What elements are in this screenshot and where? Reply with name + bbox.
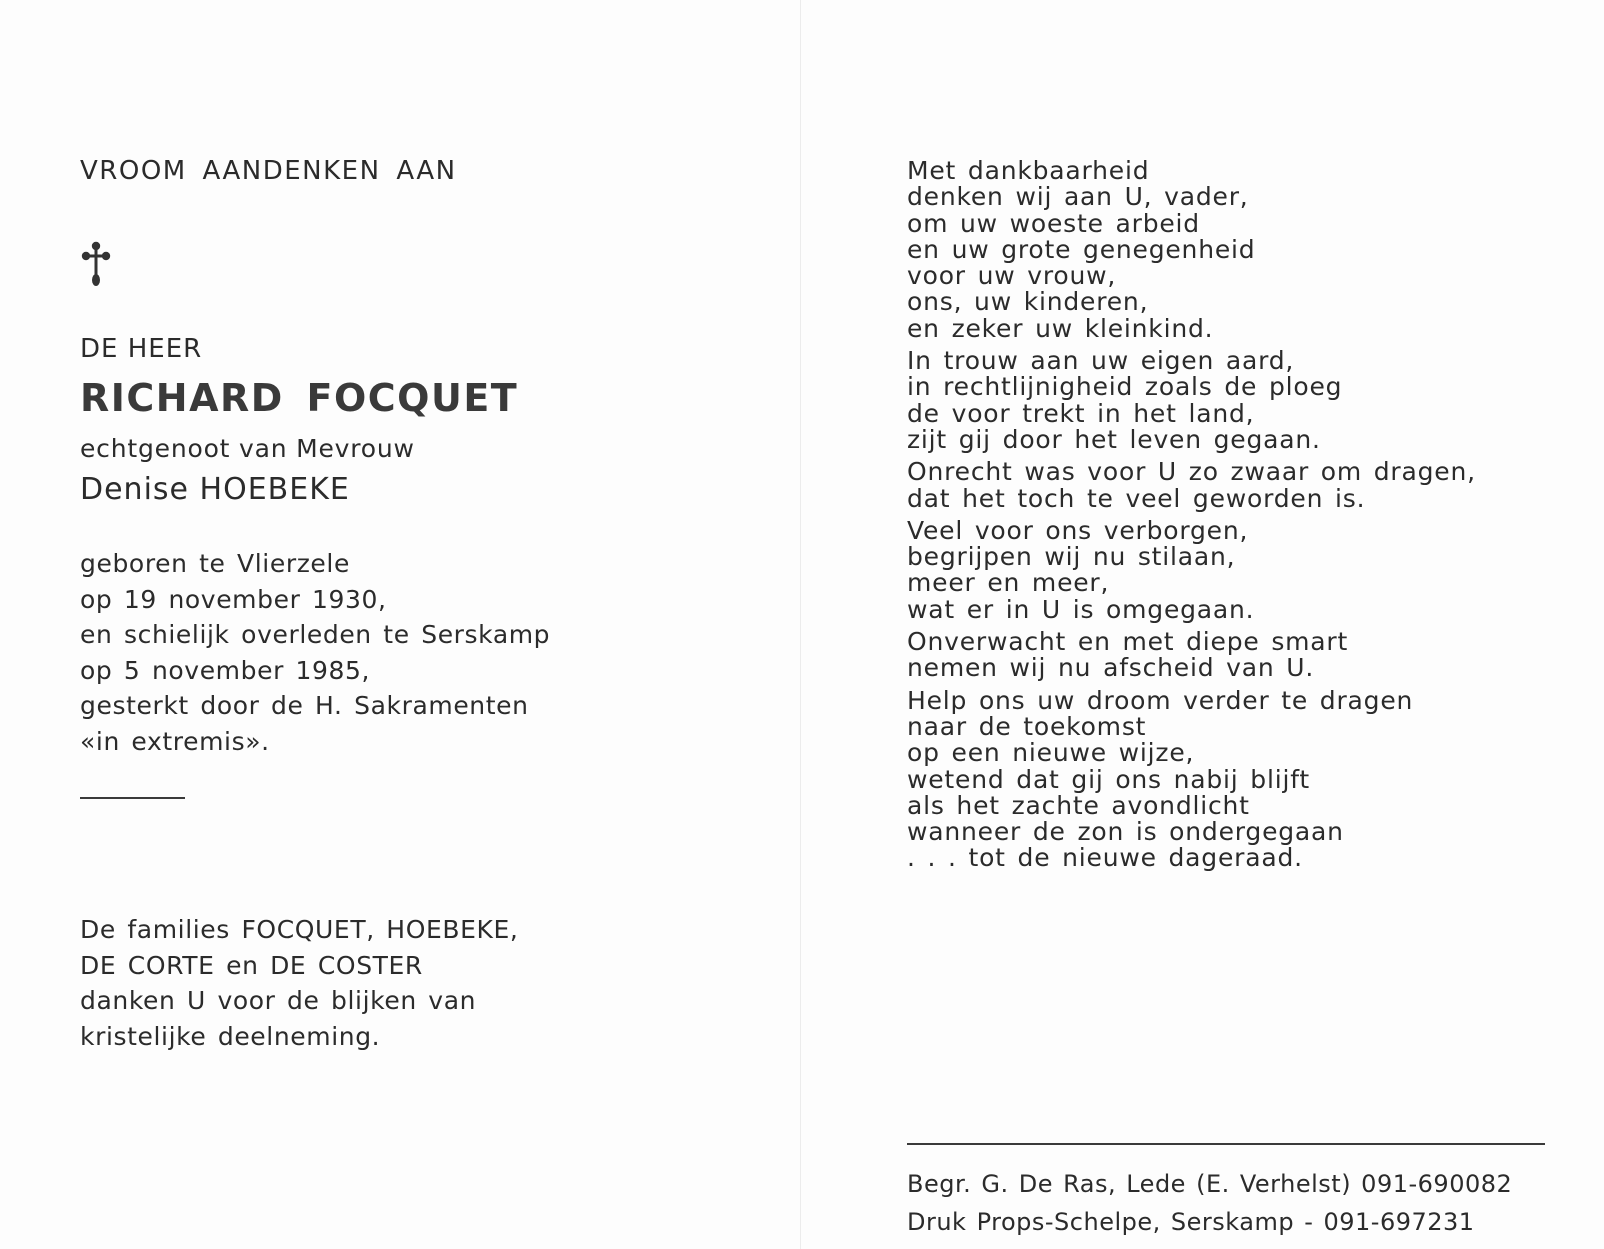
poem-line: om uw woeste arbeid xyxy=(907,208,1200,238)
bio-line: «in extremis». xyxy=(80,726,270,756)
poem-line: dat het toch te veel geworden is. xyxy=(907,483,1366,513)
poem-line: In trouw aan uw eigen aard, xyxy=(907,346,1295,376)
poem-line: en zeker uw kleinkind. xyxy=(907,313,1214,343)
poem-stanza xyxy=(907,685,1476,873)
poem-line: Onrecht was voor U zo zwaar om dragen, xyxy=(907,457,1476,487)
bio-line: geboren te Vlierzele xyxy=(80,549,350,578)
poem-stanza xyxy=(907,629,1476,682)
poem-line: Veel voor ons verborgen, xyxy=(907,515,1249,545)
poem-line: Onverwacht en met diepe smart xyxy=(907,627,1349,657)
credits xyxy=(907,1165,1512,1241)
honorific: DE HEER xyxy=(80,334,203,364)
poem-line: meer en meer, xyxy=(907,568,1110,598)
poem xyxy=(907,158,1476,878)
bio-line: en schielijk overleden te Serskamp xyxy=(80,620,551,649)
cross-icon xyxy=(80,240,112,288)
poem-line: Help ons uw droom verder te dragen xyxy=(907,685,1414,715)
thanks-line: DE CORTE en DE COSTER xyxy=(80,950,423,980)
poem-line: de voor trekt in het land, xyxy=(907,398,1255,428)
poem-line: zijt gij door het leven gegaan. xyxy=(907,424,1321,454)
undertaker-credit: Begr. G. De Ras, Lede (E. Verhelst) 091-690082 xyxy=(907,1170,1513,1198)
poem-stanza xyxy=(907,459,1476,512)
poem-line: in rechtlijnigheid zoals de ploeg xyxy=(907,372,1343,402)
poem-line: voor uw vrouw, xyxy=(907,261,1117,291)
opening-line: VROOM AANDENKEN AAN xyxy=(80,156,457,186)
poem-stanza xyxy=(907,158,1476,342)
poem-line: wetend dat gij ons nabij blijft xyxy=(907,764,1310,794)
poem-line: . . . tot de nieuwe dageraad. xyxy=(907,843,1303,873)
poem-line: als het zachte avondlicht xyxy=(907,790,1250,820)
poem-line: wanneer de zon is ondergegaan xyxy=(907,817,1344,847)
poem-line: wat er in U is omgegaan. xyxy=(907,594,1255,624)
thanks-line: De families FOCQUET, HOEBEKE, xyxy=(80,915,519,944)
poem-line: nemen wij nu afscheid van U. xyxy=(907,653,1315,683)
thanks-line: danken U voor de blijken van xyxy=(80,986,477,1015)
poem-line: op een nieuwe wijze, xyxy=(907,738,1195,768)
poem-line: denken wij aan U, vader, xyxy=(907,182,1249,212)
credits-rule xyxy=(907,1143,1545,1145)
biography xyxy=(80,546,550,759)
poem-stanza xyxy=(907,515,1476,624)
poem-line: ons, uw kinderen, xyxy=(907,287,1149,317)
deceased-name: RICHARD FOCQUET xyxy=(80,376,519,420)
bio-line: op 5 november 1985, xyxy=(80,655,371,685)
family-thanks xyxy=(80,912,518,1054)
poem-line: Met dankbaarheid xyxy=(907,156,1150,185)
thanks-line: kristelijke deelneming. xyxy=(80,1021,381,1051)
spouse-intro: echtgenoot van Mevrouw xyxy=(80,434,415,463)
card-fold xyxy=(800,0,801,1249)
poem-stanza xyxy=(907,348,1476,453)
spouse-name: Denise HOEBEKE xyxy=(80,472,350,507)
printer-credit: Druk Props-Schelpe, Serskamp - 091-697231 xyxy=(907,1208,1475,1236)
poem-line: begrijpen wij nu stilaan, xyxy=(907,542,1236,572)
bio-line: gesterkt door de H. Sakramenten xyxy=(80,691,529,720)
poem-line: en uw grote genegenheid xyxy=(907,234,1256,264)
bio-line: op 19 november 1930, xyxy=(80,584,387,614)
poem-line: naar de toekomst xyxy=(907,711,1147,741)
divider-rule xyxy=(80,797,185,799)
